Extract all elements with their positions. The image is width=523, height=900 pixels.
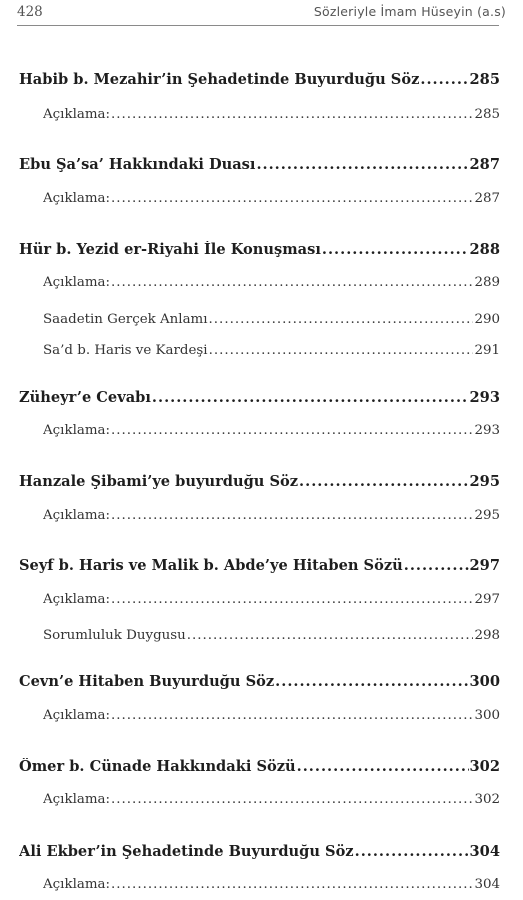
page-header [0, 0, 523, 28]
dot-leader [355, 843, 469, 860]
toc-subentry [43, 708, 500, 723]
toc-entry-title: Ebu Şa’sa’ Hakkındaki Duası [19, 156, 256, 173]
toc-page-number: 297 [474, 592, 500, 607]
toc-subentry [43, 423, 500, 438]
dot-leader [111, 708, 473, 723]
toc-entry-title: Açıklama: [43, 708, 111, 723]
toc-page-number: 295 [469, 473, 500, 490]
dot-leader [404, 557, 469, 574]
toc-entry-title: Sorumluluk Duygusu [43, 628, 186, 643]
dot-leader [111, 592, 473, 607]
toc-entry-title: Açıklama: [43, 792, 111, 807]
toc-entry-title: Hür b. Yezid er-Riyahi İle Konuşması [19, 241, 321, 258]
dot-leader [111, 423, 473, 438]
toc-entry-title: Açıklama: [43, 508, 111, 523]
toc-entry-title: Açıklama: [43, 592, 111, 607]
dot-leader [111, 508, 473, 523]
page-number: 428 [17, 4, 43, 20]
toc-entry-title: Açıklama: [43, 877, 111, 892]
toc-subentry [43, 877, 500, 892]
toc-entry-title: Açıklama: [43, 107, 111, 122]
toc-subentry [43, 191, 500, 206]
toc-page-number: 287 [474, 191, 500, 206]
toc-entry-title: Açıklama: [43, 275, 111, 290]
dot-leader [297, 758, 469, 775]
toc-subentry [43, 628, 500, 643]
dot-leader [111, 275, 473, 290]
toc-entry [19, 843, 500, 860]
toc-entry-title: Ömer b. Cünade Hakkındaki Sözü [19, 758, 296, 775]
toc-page-number: 287 [469, 156, 500, 173]
toc-entry-title: Ali Ekber’in Şehadetinde Buyurduğu Söz [19, 843, 354, 860]
toc-entry [19, 71, 500, 88]
dot-leader [111, 792, 473, 807]
toc-page-number: 285 [469, 71, 500, 88]
toc-subentry [43, 508, 500, 523]
toc-entry [19, 473, 500, 490]
toc-page-number: 300 [474, 708, 500, 723]
toc-page-number: 288 [469, 241, 500, 258]
toc-page-number: 300 [469, 673, 500, 690]
toc-entry [19, 156, 500, 173]
toc-entry-title: Cevn’e Hitaben Buyurduğu Söz [19, 673, 275, 690]
toc-page-number: 293 [469, 389, 500, 406]
toc-entry-title: Saadetin Gerçek Anlamı [43, 312, 208, 327]
toc-subentry [43, 312, 500, 327]
toc-page-number: 302 [474, 792, 500, 807]
dot-leader [256, 156, 468, 173]
toc-entry [19, 389, 500, 406]
toc-entry-title: Habib b. Mezahir’in Şehadetinde Buyurduğu Söz [19, 71, 420, 88]
toc-entry-title: Açıklama: [43, 191, 111, 206]
toc-page-number: 304 [474, 877, 500, 892]
dot-leader [111, 877, 473, 892]
dot-leader [111, 191, 473, 206]
dot-leader [187, 628, 474, 643]
toc-page-number: 290 [474, 312, 500, 327]
toc-entry [19, 557, 500, 574]
toc-page-number: 293 [474, 423, 500, 438]
toc-entry-title: Sa’d b. Haris ve Kardeşi [43, 343, 208, 358]
toc-entry [19, 241, 500, 258]
dot-leader [322, 241, 469, 258]
toc-subentry [43, 792, 500, 807]
header-rule [17, 25, 499, 26]
dot-leader [209, 343, 474, 358]
toc-subentry [43, 343, 500, 358]
dot-leader [275, 673, 468, 690]
toc-page-number: 298 [474, 628, 500, 643]
toc-page-number: 302 [469, 758, 500, 775]
toc-page-number: 289 [474, 275, 500, 290]
toc-subentry [43, 592, 500, 607]
dot-leader [209, 312, 474, 327]
toc-subentry [43, 275, 500, 290]
toc-entry-title: Açıklama: [43, 423, 111, 438]
running-title: Sözleriyle İmam Hüseyin (a.s) [313, 4, 506, 19]
dot-leader [152, 389, 469, 406]
toc-entry-title: Hanzale Şibami’ye buyurduğu Söz [19, 473, 299, 490]
toc-entry-title: Seyf b. Haris ve Malik b. Abde’ye Hitaben Sözü [19, 557, 403, 574]
toc-page-number: 304 [469, 843, 500, 860]
toc-subentry [43, 107, 500, 122]
dot-leader [299, 473, 469, 490]
toc-page-number: 297 [469, 557, 500, 574]
toc-entry-title: Züheyr’e Cevabı [19, 389, 151, 406]
dot-leader [111, 107, 473, 122]
dot-leader [420, 71, 468, 88]
toc-page-number: 295 [474, 508, 500, 523]
toc-page-number: 285 [474, 107, 500, 122]
toc-entry [19, 758, 500, 775]
toc-page-number: 291 [474, 343, 500, 358]
toc-entry [19, 673, 500, 690]
